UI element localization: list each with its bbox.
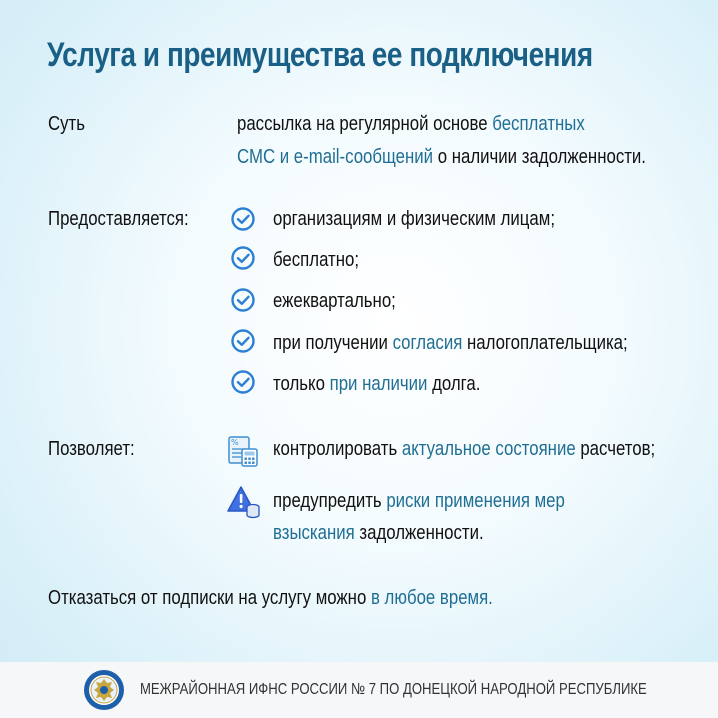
footer-organization: МЕЖРАЙОННАЯ ИФНС РОССИИ № 7 ПО ДОНЕЦКОЙ НАРОДНОЙ РЕСПУБЛИКЕ (140, 681, 647, 698)
check-circle-icon (230, 369, 256, 395)
check-circle-icon (230, 206, 256, 232)
allows-label: Позволяет: (48, 438, 135, 460)
provided-item-5: только при наличии долга. (273, 373, 481, 395)
provided-item-2: бесплатно; (273, 249, 360, 271)
calculator-document-icon (226, 434, 260, 468)
essence-line-2: СМС и e-mail-сообщений о наличии задолженности. (237, 146, 646, 168)
check-circle-icon (230, 287, 256, 313)
provided-item-1: организациям и физическим лицам; (273, 208, 555, 230)
allows-item-2-line-2: взыскания задолженности. (273, 522, 484, 544)
page-title: Услуга и преимущества ее подключения (47, 36, 593, 74)
fns-emblem-icon (83, 669, 125, 711)
check-circle-icon (230, 328, 256, 354)
provided-item-4: при получении согласия налогоплательщика; (273, 332, 628, 354)
unsubscribe-note: Отказаться от подписки на услугу можно в любое время. (48, 587, 493, 609)
allows-item-1: контролировать актуальное состояние расчетов; (273, 438, 656, 460)
check-circle-icon (230, 245, 256, 271)
warning-coins-icon (226, 484, 262, 520)
provided-item-3: ежеквартально; (273, 290, 396, 312)
essence-line-1: рассылка на регулярной основе бесплатных (237, 113, 585, 135)
provided-label: Предоставляется: (48, 208, 189, 230)
allows-item-2-line-1: предупредить риски применения мер (273, 490, 565, 512)
svg-text:%: % (231, 438, 239, 447)
essence-label: Суть (48, 113, 85, 135)
